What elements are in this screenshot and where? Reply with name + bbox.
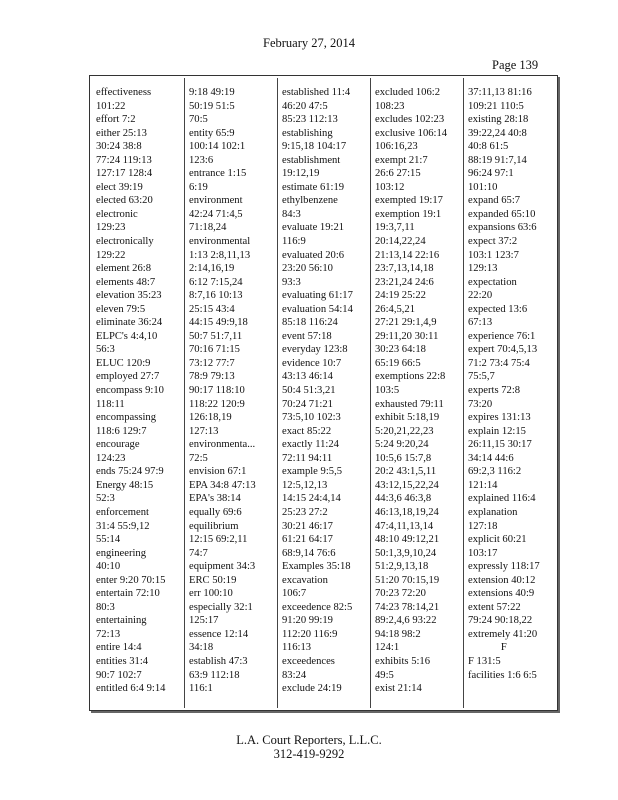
index-entry-term: exact 85:22 xyxy=(282,425,332,437)
index-entry-term: either 25:13 xyxy=(96,127,147,139)
index-entry-term: eliminate 36:24 xyxy=(96,317,163,329)
index-entry-refs: 25:15 43:4 xyxy=(189,303,235,315)
index-entry-refs: 72:11 94:11 xyxy=(282,452,333,464)
index-entry-refs: 127:13 xyxy=(189,425,219,437)
index-entry-refs: 50:7 51:7,11 xyxy=(189,330,243,342)
index-entry-refs: 93:3 xyxy=(282,276,301,288)
index-entry-term: estimate 61:19 xyxy=(282,181,345,193)
index-entry-refs: 73:5,10 102:3 xyxy=(282,412,341,424)
column-divider xyxy=(370,78,371,708)
index-entry-term: evidence 10:7 xyxy=(282,357,342,369)
index-entry-refs: 94:18 98:2 xyxy=(375,628,421,640)
index-entry-refs: 8:7,16 10:13 xyxy=(189,290,243,302)
index-entry-refs: 106:7 xyxy=(282,588,307,600)
index-entry-term: exempt 21:7 xyxy=(375,154,428,166)
index-entry-refs: 89:2,4,6 93:22 xyxy=(375,615,437,627)
index-entry-refs: 2:14,16,19 xyxy=(189,263,235,275)
index-entry-term: especially 32:1 xyxy=(189,601,253,613)
index-column-2 xyxy=(189,86,256,696)
index-entry-refs: 12:5,12,13 xyxy=(282,479,328,491)
index-entry-refs: 51:2,9,13,18 xyxy=(375,561,429,573)
index-entry-term: ends 75:24 97:9 xyxy=(96,466,164,478)
index-entry-refs: 118:6 129:7 xyxy=(96,425,147,437)
index-frame xyxy=(89,75,558,711)
index-entry-refs: 44:15 49:9,18 xyxy=(189,317,248,329)
index-entry-term: encompassing xyxy=(96,412,157,424)
index-entry-refs: 70:24 71:21 xyxy=(282,398,333,410)
index-entry-term: existing 28:18 xyxy=(468,114,529,126)
index-entry-term: evaluated 20:6 xyxy=(282,249,345,261)
index-entry-term: entities 31:4 xyxy=(96,655,149,667)
index-entry-term: essence 12:14 xyxy=(189,628,249,640)
index-entry-term: explicit 60:21 xyxy=(468,534,527,546)
index-entry-refs: 118:11 xyxy=(96,398,125,410)
index-entry-refs: 25:23 27:2 xyxy=(282,506,328,518)
index-entry-refs: 118:22 120:9 xyxy=(189,398,245,410)
index-entry-term: exclude 24:19 xyxy=(282,683,342,695)
index-column-4 xyxy=(375,86,447,696)
index-entry-term: evaluating 61:17 xyxy=(282,290,353,302)
index-entry-term: established 11:4 xyxy=(282,87,351,98)
index-entry-refs: 125:17 xyxy=(189,615,219,627)
index-entry-term: entertain 72:10 xyxy=(96,588,160,600)
index-entry-refs: 129:22 xyxy=(96,249,126,261)
index-entry-refs: 42:24 71:4,5 xyxy=(189,208,243,220)
index-entry-term: Examples 35:18 xyxy=(282,561,351,573)
index-entry-term: expanded 65:10 xyxy=(468,208,536,220)
index-entry-refs: 49:5 xyxy=(375,669,394,681)
index-entry-refs: 123:6 xyxy=(189,154,214,166)
column-divider xyxy=(463,78,464,708)
reporter-phone: 312-419-9292 xyxy=(273,747,345,761)
index-entry-term: EPA's 38:14 xyxy=(189,493,241,505)
index-entry-term: excluded 106:2 xyxy=(375,87,441,98)
index-entry-term: establishing xyxy=(282,127,333,139)
page-number: Page 139 xyxy=(492,58,539,72)
index-entry-term: element 26:8 xyxy=(96,263,152,275)
index-entry-refs: 50:4 51:3,21 xyxy=(282,385,336,397)
index-entry-refs: 124:1 xyxy=(375,642,400,654)
index-entry-term: excludes 102:23 xyxy=(375,114,445,126)
index-entry-term: ELPC's 4:4,10 xyxy=(96,330,158,342)
index-entry-refs: 24:19 25:22 xyxy=(375,290,426,302)
index-entry-refs: 26:4,5,21 xyxy=(375,303,416,315)
index-entry-refs: 20:2 43:1,5,11 xyxy=(375,466,437,478)
index-entry-refs: 51:20 70:15,19 xyxy=(375,574,440,586)
index-entry-term: exhausted 79:11 xyxy=(375,398,444,410)
index-entry-term: experience 76:1 xyxy=(468,330,536,342)
index-entry-term: elevation 35:23 xyxy=(96,290,162,302)
index-entry-refs: 30:21 46:17 xyxy=(282,520,333,532)
index-entry-refs: 6:12 7:15,24 xyxy=(189,276,243,288)
index-entry-refs: 52:3 xyxy=(96,493,115,505)
index-entry-term: expectation xyxy=(468,276,517,288)
index-entry-refs: 71:18,24 xyxy=(189,222,227,234)
index-entry-refs: 112:20 116:9 xyxy=(282,628,338,640)
index-entry-refs: 73:12 77:7 xyxy=(189,357,235,369)
index-entry-refs: 40:10 xyxy=(96,561,121,573)
index-entry-refs: 19:3,7,11 xyxy=(375,222,415,234)
index-entry-refs: 103:17 xyxy=(468,547,498,559)
index-entry-refs: 22:20 xyxy=(468,290,493,302)
index-entry-term: excavation xyxy=(282,574,328,586)
index-entry-term: extension 40:12 xyxy=(468,574,536,586)
index-entry-term: employed 27:7 xyxy=(96,371,160,383)
index-entry-term: Energy 48:15 xyxy=(96,479,154,491)
index-entry-refs: 27:21 29:1,4,9 xyxy=(375,317,437,329)
index-entry-refs: 90:7 102:7 xyxy=(96,669,142,681)
index-entry-term: encourage xyxy=(96,439,140,451)
index-entry-term: effort 7:2 xyxy=(96,114,136,126)
index-entry-refs: 74:23 78:14,21 xyxy=(375,601,440,613)
index-entry-refs: 20:14,22,24 xyxy=(375,236,426,248)
index-entry-refs: 5:20,21,22,23 xyxy=(375,425,434,437)
column-divider xyxy=(277,78,278,708)
index-entry-term: exemptions 22:8 xyxy=(375,371,446,383)
index-entry-term: entertaining xyxy=(96,615,147,627)
reporter-company: L.A. Court Reporters, L.L.C. xyxy=(236,733,382,747)
index-entry-term: exactly 11:24 xyxy=(282,439,339,451)
index-entry-term: enforcement xyxy=(96,506,149,518)
index-entry-term: facilities 1:6 6:5 xyxy=(468,669,537,681)
index-entry-refs: 116:13 xyxy=(282,642,312,654)
index-entry-refs: 63:9 112:18 xyxy=(189,669,240,681)
index-entry-refs: 23:20 56:10 xyxy=(282,263,333,275)
index-entry-refs: 56:3 xyxy=(96,344,115,356)
index-entry-term: EPA 34:8 47:13 xyxy=(189,479,256,491)
index-entry-refs: 126:18,19 xyxy=(189,412,232,424)
index-entry-refs: 129:23 xyxy=(96,222,126,234)
index-entry-refs: 127:18 xyxy=(468,520,498,532)
index-entry-term: ethylbenzene xyxy=(282,195,338,207)
index-entry-refs: 26:6 27:15 xyxy=(375,168,421,180)
index-entry-term: environmental xyxy=(189,236,251,248)
index-entry-refs: 108:23 xyxy=(375,100,405,112)
index-entry-refs: 47:4,11,13,14 xyxy=(375,520,434,532)
index-entry-refs: 100:14 102:1 xyxy=(189,141,246,153)
index-entry-term: err 100:10 xyxy=(189,588,233,600)
index-entry-term: explain 12:15 xyxy=(468,425,526,437)
index-entry-refs: 124:23 xyxy=(96,452,126,464)
index-entry-term: equilibrium xyxy=(189,520,239,532)
index-entry-refs: 83:24 xyxy=(282,669,307,681)
index-entry-refs: 9:18 49:19 xyxy=(189,87,235,98)
index-entry-term: exclusive 106:14 xyxy=(375,127,448,139)
index-entry-term: expressly 118:17 xyxy=(468,561,540,573)
index-entry-term: expected 13:6 xyxy=(468,303,528,315)
index-entry-term: elected 63:20 xyxy=(96,195,153,207)
index-entry-refs: 69:2,3 116:2 xyxy=(468,466,522,478)
index-entry-term: entire 14:4 xyxy=(96,642,142,654)
index-entry-term: explained 116:4 xyxy=(468,493,536,505)
index-entry-term: environment xyxy=(189,195,243,207)
index-entry-term: electronic xyxy=(96,208,138,220)
index-entry-refs: 75:5,7 xyxy=(468,371,495,383)
index-entry-term: expand 65:7 xyxy=(468,195,521,207)
index-entry-refs: 23:21,24 24:6 xyxy=(375,276,434,288)
index-entry-refs: 30:23 64:18 xyxy=(375,344,426,356)
index-entry-refs: 109:21 110:5 xyxy=(468,100,524,112)
index-entry-refs: 19:12,19 xyxy=(282,168,320,180)
index-entry-refs: 101:10 xyxy=(468,181,498,193)
index-entry-term: explanation xyxy=(468,506,518,518)
index-entry-refs: 39:22,24 40:8 xyxy=(468,127,527,139)
index-entry-refs: 73:20 xyxy=(468,398,493,410)
index-entry-term: environmenta... xyxy=(189,439,256,451)
index-entry-term: establish 47:3 xyxy=(189,655,248,667)
index-entry-refs: 48:10 49:12,21 xyxy=(375,534,440,546)
index-entry-term: exceedence 82:5 xyxy=(282,601,353,613)
index-entry-term: ERC 50:19 xyxy=(189,574,237,586)
index-column-1 xyxy=(96,86,165,696)
index-entry-term: eleven 79:5 xyxy=(96,303,146,315)
index-entry-refs: 74:7 xyxy=(189,547,208,559)
index-entry-term: envision 67:1 xyxy=(189,466,247,478)
index-entry-term: enter 9:20 70:15 xyxy=(96,574,166,586)
index-entry-term: ELUC 120:9 xyxy=(96,357,151,369)
index-entry-refs: 55:14 xyxy=(96,534,121,546)
index-entry-term: expires 131:13 xyxy=(468,412,531,424)
index-entry-refs: 46:13,18,19,24 xyxy=(375,506,439,518)
index-entry-term: exempted 19:17 xyxy=(375,195,443,207)
index-entry-refs: 34:18 xyxy=(189,642,214,654)
index-entry-term: entitled 6:4 9:14 xyxy=(96,683,166,695)
index-entry-term: equipment 34:3 xyxy=(189,561,256,573)
index-entry-refs: 9:15,18 104:17 xyxy=(282,141,347,153)
index-entry-refs: 50:19 51:5 xyxy=(189,100,235,112)
index-entry-refs: 71:2 73:4 75:4 xyxy=(468,357,530,369)
index-entry-refs: 85:18 116:24 xyxy=(282,317,338,329)
index-entry-refs: 1:13 2:8,11,13 xyxy=(189,249,251,261)
index-entry-refs: 90:17 118:10 xyxy=(189,385,245,397)
transcript-date: February 27, 2014 xyxy=(263,36,355,50)
index-entry-refs: 44:3,6 46:3,8 xyxy=(375,493,432,505)
index-entry-refs: 6:19 xyxy=(189,181,208,193)
index-entry-refs: 103:12 xyxy=(375,181,405,193)
index-entry-refs: 26:11,15 30:17 xyxy=(468,439,532,451)
index-entry-term: electronically xyxy=(96,236,154,248)
index-entry-term: extent 57:22 xyxy=(468,601,521,613)
index-entry-term: example 9:5,5 xyxy=(282,466,343,478)
index-entry-refs: 14:15 24:4,14 xyxy=(282,493,341,505)
index-column-3 xyxy=(282,86,353,696)
index-column-5 xyxy=(468,86,540,682)
index-entry-term: exemption 19:1 xyxy=(375,208,442,220)
index-entry-term: entrance 1:15 xyxy=(189,168,247,180)
footer xyxy=(0,733,618,761)
index-entry-refs: 129:13 xyxy=(468,263,498,275)
index-entry-refs: 43:13 46:14 xyxy=(282,371,333,383)
index-entry-term: elements 48:7 xyxy=(96,276,156,288)
index-entry-refs: 23:7,13,14,18 xyxy=(375,263,434,275)
index-entry-refs: 78:9 79:13 xyxy=(189,371,235,383)
index-entry-term: evaluate 19:21 xyxy=(282,222,345,234)
index-entry-refs: 40:8 61:5 xyxy=(468,141,509,153)
index-entry-term: F 131:5 xyxy=(468,655,501,667)
index-entry-refs: 116:9 xyxy=(282,236,306,248)
index-entry-refs: 79:24 90:18,22 xyxy=(468,615,533,627)
index-entry-refs: 70:23 72:20 xyxy=(375,588,426,600)
index-entry-term: everyday 123:8 xyxy=(282,344,348,356)
index-entry-refs: 70:16 71:15 xyxy=(189,344,240,356)
index-entry-term: establishment xyxy=(282,154,341,166)
index-entry-term: expert 70:4,5,13 xyxy=(468,344,538,356)
index-entry-refs: 77:24 119:13 xyxy=(96,154,152,166)
index-entry-term: exhibits 5:16 xyxy=(375,655,431,667)
index-entry-term: effectiveness xyxy=(96,87,152,98)
column-divider xyxy=(184,78,185,708)
index-entry-refs: 72:13 xyxy=(96,628,121,640)
index-entry-term: encompass 9:10 xyxy=(96,385,164,397)
index-entry-refs: 68:9,14 76:6 xyxy=(282,547,336,559)
index-entry-refs: 101:22 xyxy=(96,100,126,112)
index-entry-refs: 31:4 55:9,12 xyxy=(96,520,150,532)
index-entry-term: extensions 40:9 xyxy=(468,588,535,600)
index-entry-term: exhibit 5:18,19 xyxy=(375,412,440,424)
index-entry-refs: 85:23 112:13 xyxy=(282,114,338,126)
index-entry-refs: 61:21 64:17 xyxy=(282,534,333,546)
index-entry-refs: 88:19 91:7,14 xyxy=(468,154,527,166)
index-entry-refs: 91:20 99:19 xyxy=(282,615,333,627)
index-entry-term: extremely 41:20 xyxy=(468,628,538,640)
index-entry-term: expansions 63:6 xyxy=(468,222,537,234)
index-entry-refs: 67:13 xyxy=(468,317,493,329)
index-entry-refs: 12:15 69:2,11 xyxy=(189,534,248,546)
index-entry-term: evaluation 54:14 xyxy=(282,303,353,315)
index-entry-refs: 50:1,3,9,10,24 xyxy=(375,547,437,559)
index-entry-refs: 46:20 47:5 xyxy=(282,100,328,112)
index-entry-refs: 70:5 xyxy=(189,114,208,126)
index-entry-refs: 103:1 123:7 xyxy=(468,249,519,261)
index-entry-refs: 43:12,15,22,24 xyxy=(375,479,439,491)
index-entry-term: experts 72:8 xyxy=(468,385,521,397)
index-entry-refs: 116:1 xyxy=(189,683,213,695)
index-entry-refs: 34:14 44:6 xyxy=(468,452,514,464)
index-entry-refs: 80:3 xyxy=(96,601,115,613)
index-entry-term: engineering xyxy=(96,547,147,559)
index-entry-refs: 106:16,23 xyxy=(375,141,418,153)
index-entry-refs: 21:13,14 22:16 xyxy=(375,249,440,261)
index-entry-term: entity 65:9 xyxy=(189,127,235,139)
index-entry-refs: 84:3 xyxy=(282,208,301,220)
index-entry-term: event 57:18 xyxy=(282,330,332,342)
index-entry-term: equally 69:6 xyxy=(189,506,242,518)
index-entry-refs: 30:24 38:8 xyxy=(96,141,142,153)
index-entry-refs: 127:17 128:4 xyxy=(96,168,153,180)
index-entry-term: exceedences xyxy=(282,655,335,667)
index-entry-refs: 29:11,20 30:11 xyxy=(375,330,439,342)
index-entry-refs: 37:11,13 81:16 xyxy=(468,87,532,98)
index-entry-refs: 121:14 xyxy=(468,479,498,491)
index-entry-refs: 96:24 97:1 xyxy=(468,168,514,180)
index-entry-refs: 65:19 66:5 xyxy=(375,357,421,369)
index-entry-refs: 72:5 xyxy=(189,452,208,464)
index-section-letter: F xyxy=(500,642,507,654)
index-entry-term: exist 21:14 xyxy=(375,683,422,695)
index-entry-refs: 103:5 xyxy=(375,385,400,397)
index-entry-term: elect 39:19 xyxy=(96,181,143,193)
index-entry-refs: 5:24 9:20,24 xyxy=(375,439,429,451)
index-entry-refs: 10:5,6 15:7,8 xyxy=(375,452,432,464)
index-entry-term: expect 37:2 xyxy=(468,236,518,248)
